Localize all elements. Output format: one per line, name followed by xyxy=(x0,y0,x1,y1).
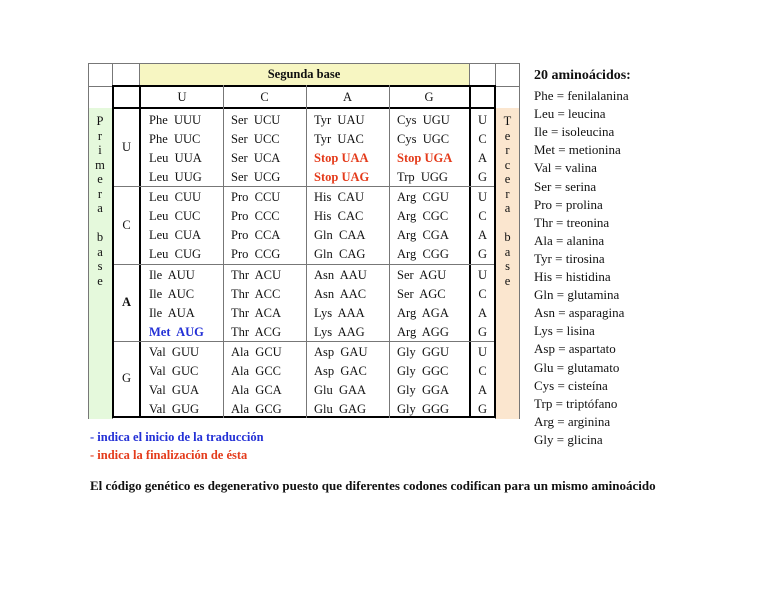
legend-item: Glu = glutamato xyxy=(534,359,620,375)
codon-entry: Glu GAG xyxy=(314,402,367,416)
frame-top xyxy=(112,85,496,87)
first-base-label xyxy=(88,114,112,334)
column-header: U xyxy=(177,89,187,104)
legend-item: Val = valina xyxy=(534,160,597,176)
third-base-letter: U xyxy=(477,268,488,282)
third-base-letter: A xyxy=(477,151,488,165)
row-divider xyxy=(114,186,494,187)
legend-title: 20 aminoácidos: xyxy=(534,68,631,83)
codon-entry: Ile AUU xyxy=(149,268,195,282)
legend-item: Ala = alanina xyxy=(534,232,605,248)
third-base-letter: C xyxy=(478,209,487,223)
codon-cell xyxy=(389,264,469,341)
third-base-letter: U xyxy=(477,190,488,204)
codon-cell xyxy=(141,109,223,186)
codon-entry: His CAU xyxy=(314,190,365,204)
header-divider-left xyxy=(139,63,140,86)
codon-entry: Leu CUU xyxy=(149,190,202,204)
first-base-letter: s xyxy=(97,259,103,273)
codon-entry: Ala GCG xyxy=(231,402,282,416)
legend-item: Ile = isoleucina xyxy=(534,124,615,140)
first-base-cell: A xyxy=(121,295,132,309)
footer-caption: El código genético es degenerativo puesto que diferentes codones codifican para un mismo aminoácido xyxy=(90,478,656,493)
codon-entry: Gly GGC xyxy=(397,364,449,378)
codon-entry: Gly GGU xyxy=(397,345,450,359)
codon-entry: Stop UAA xyxy=(314,151,369,165)
codon-entry: Gly GGG xyxy=(397,402,450,416)
third-base-cell xyxy=(471,264,494,341)
codon-entry: Ile AUC xyxy=(149,287,195,301)
third-col-left-line xyxy=(469,85,471,418)
codon-entry: Ser AGU xyxy=(397,268,447,282)
third-base-letter: C xyxy=(478,364,487,378)
column-header-bottom-line xyxy=(112,107,496,109)
first-base-letter: P xyxy=(96,114,104,128)
legend-item: Tyr = tirosina xyxy=(534,250,605,266)
codon-entry: Pro CCU xyxy=(231,190,281,204)
third-base-letter: r xyxy=(505,186,510,201)
legend-item: Cys = cisteína xyxy=(534,377,608,393)
first-base-letter: a xyxy=(97,201,103,215)
outer-right-border xyxy=(519,63,520,419)
frame-left xyxy=(112,85,114,418)
codon-cell xyxy=(306,109,389,186)
legend-item: Arg = arginina xyxy=(534,413,611,429)
legend-item: Ser = serina xyxy=(534,178,597,194)
codon-cell xyxy=(223,109,306,186)
codon-cell xyxy=(141,341,223,416)
third-base-letter: c xyxy=(504,157,511,172)
codon-entry: Ser UCG xyxy=(231,170,281,184)
codon-entry: Pro CCC xyxy=(231,209,280,223)
third-base-letter: T xyxy=(503,114,512,128)
outer-top-border xyxy=(88,63,520,64)
first-base-cell: U xyxy=(121,140,132,154)
third-base-letter: e xyxy=(504,172,511,186)
codon-entry: Tyr UAC xyxy=(314,132,364,146)
codon-cell xyxy=(141,186,223,264)
legend-item: Asn = asparagina xyxy=(534,305,625,321)
first-base-letter: b xyxy=(96,230,104,244)
codon-entry: Gln CAA xyxy=(314,228,366,242)
codon-entry: Leu UUG xyxy=(149,170,202,184)
third-base-letter: A xyxy=(477,383,488,397)
codon-entry: Arg AGG xyxy=(397,325,449,339)
codon-entry: Leu CUA xyxy=(149,228,202,242)
amino-acid-legend xyxy=(534,67,631,449)
codon-entry: Ile AUA xyxy=(149,306,195,320)
notes xyxy=(90,428,264,464)
codon-cell xyxy=(223,341,306,416)
third-base-letter: C xyxy=(478,287,487,301)
legend-item: Leu = leucina xyxy=(534,106,606,122)
codon-entry: Ser AGC xyxy=(397,287,446,301)
third-base-letter: a xyxy=(504,244,511,259)
codon-entry: His CAC xyxy=(314,209,364,223)
codon-entry: Thr ACU xyxy=(231,268,281,282)
codon-entry: Pro CCA xyxy=(231,228,281,242)
codon-entry: Asn AAU xyxy=(314,268,367,282)
codon-entry: Leu UUA xyxy=(149,151,202,165)
third-base-letter: U xyxy=(477,345,488,359)
codon-cell xyxy=(389,186,469,264)
codon-cell xyxy=(306,186,389,264)
third-base-letter: A xyxy=(477,306,488,320)
codon-entry: Arg CGG xyxy=(397,247,449,261)
legend-item: Asp = aspartato xyxy=(534,341,616,357)
third-base-letter: A xyxy=(477,228,488,242)
frame-bottom xyxy=(112,416,496,418)
codon-entry: Val GUU xyxy=(149,345,199,359)
codon-entry: Cys UGC xyxy=(397,132,450,146)
third-base-letter: b xyxy=(504,230,511,244)
codon-entry: Thr ACG xyxy=(231,325,281,339)
first-base-cell: G xyxy=(121,371,132,385)
codon-entry: Ser UCA xyxy=(231,151,281,165)
column-divider xyxy=(223,85,224,418)
column-divider xyxy=(306,85,307,418)
codon-entry: Pro CCG xyxy=(231,247,281,261)
codon-cell xyxy=(141,264,223,341)
codon-entry: Trp UGG xyxy=(397,170,448,184)
third-base-letter: G xyxy=(477,247,488,261)
third-base-letter: r xyxy=(505,143,510,157)
codon-entry: Lys AAA xyxy=(314,306,365,320)
genetic-code-table xyxy=(88,63,520,419)
third-base-letter: G xyxy=(477,170,488,184)
codon-entry: Ala GCA xyxy=(231,383,282,397)
third-base-cell xyxy=(471,109,494,186)
third-base-letter: G xyxy=(477,402,488,416)
codon-entry: Met AUG xyxy=(149,325,204,339)
first-base-letter: a xyxy=(97,244,103,259)
third-base-letter: a xyxy=(504,201,511,215)
column-header: A xyxy=(342,89,353,104)
legend-item: Met = metionina xyxy=(534,142,621,158)
outer-left-border xyxy=(88,63,89,419)
codon-cell xyxy=(389,341,469,416)
legend-item: Phe = fenilalanina xyxy=(534,88,629,104)
codon-cell xyxy=(306,264,389,341)
third-base-label xyxy=(495,114,520,334)
codon-entry: Ala GCC xyxy=(231,364,281,378)
legend-item: Lys = lisina xyxy=(534,323,595,339)
legend-item: Trp = triptófano xyxy=(534,395,618,411)
first-base-letter: e xyxy=(97,172,103,186)
codon-entry: Stop UAG xyxy=(314,170,370,184)
first-base-letter: r xyxy=(97,128,103,143)
row-divider xyxy=(114,264,494,265)
codon-entry: Arg CGU xyxy=(397,190,449,204)
codon-entry: Ser UCU xyxy=(231,113,281,127)
third-base-letter: G xyxy=(477,325,488,339)
codon-entry: Thr ACC xyxy=(231,287,281,301)
header-divider-right xyxy=(469,63,470,86)
first-base-letter: i xyxy=(98,143,102,157)
column-divider xyxy=(389,85,390,418)
second-base-header: Segunda base xyxy=(139,63,469,86)
frame-right xyxy=(494,85,496,418)
column-header: G xyxy=(424,89,434,104)
third-base-letter: e xyxy=(504,128,511,143)
codon-entry: Gln CAG xyxy=(314,247,366,261)
codon-entry: Tyr UAU xyxy=(314,113,365,127)
codon-entry: Asp GAC xyxy=(314,364,367,378)
third-base-cell xyxy=(471,186,494,264)
codon-entry: Val GUG xyxy=(149,402,199,416)
codon-entry: Ala GCU xyxy=(231,345,282,359)
codon-entry: Asp GAU xyxy=(314,345,368,359)
first-base-cell: C xyxy=(122,217,131,232)
codon-entry: Val GUA xyxy=(149,383,199,397)
codon-entry: Cys UGU xyxy=(397,113,450,127)
first-base-letter: r xyxy=(97,186,103,201)
third-base-letter: e xyxy=(504,273,511,288)
codon-entry: Gly GGA xyxy=(397,383,450,397)
codon-cell xyxy=(223,264,306,341)
codon-entry: Lys AAG xyxy=(314,325,365,339)
stop-note: - indica la finalización de ésta xyxy=(90,448,248,462)
codon-entry: Arg CGC xyxy=(397,209,449,223)
legend-item: Gln = glutamina xyxy=(534,287,620,303)
codon-entry: Glu GAA xyxy=(314,383,367,397)
column-header: C xyxy=(260,89,269,104)
third-base-letter: U xyxy=(477,113,488,127)
codon-entry: Val GUC xyxy=(149,364,199,378)
codon-entry: Arg CGA xyxy=(397,228,449,242)
codon-entry: Leu CUG xyxy=(149,247,202,261)
codon-entry: Leu CUC xyxy=(149,209,201,223)
codon-entry: Phe UUU xyxy=(149,113,202,127)
codon-entry: Arg AGA xyxy=(397,306,449,320)
legend-item: Pro = prolina xyxy=(534,196,603,212)
start-note: - indica el inicio de la traducción xyxy=(90,430,264,444)
codon-cell xyxy=(389,109,469,186)
third-base-cell xyxy=(471,341,494,416)
codon-entry: Thr ACA xyxy=(231,306,281,320)
codon-entry: Ser UCC xyxy=(231,132,280,146)
first-col-right-line xyxy=(139,85,141,418)
legend-item: His = histidina xyxy=(534,269,611,285)
legend-item: Thr = treonina xyxy=(534,214,610,230)
third-base-letter: C xyxy=(478,132,487,146)
codon-entry: Stop UGA xyxy=(397,151,453,165)
codon-cell xyxy=(223,186,306,264)
codon-entry: Phe UUC xyxy=(149,132,201,146)
codon-cell xyxy=(306,341,389,416)
legend-item: Gly = glicina xyxy=(534,431,603,447)
third-base-letter: s xyxy=(505,259,510,273)
first-base-letter: m xyxy=(95,157,105,172)
row-divider xyxy=(114,341,494,342)
first-base-letter: e xyxy=(97,273,103,288)
codon-entry: Asn AAC xyxy=(314,287,367,301)
